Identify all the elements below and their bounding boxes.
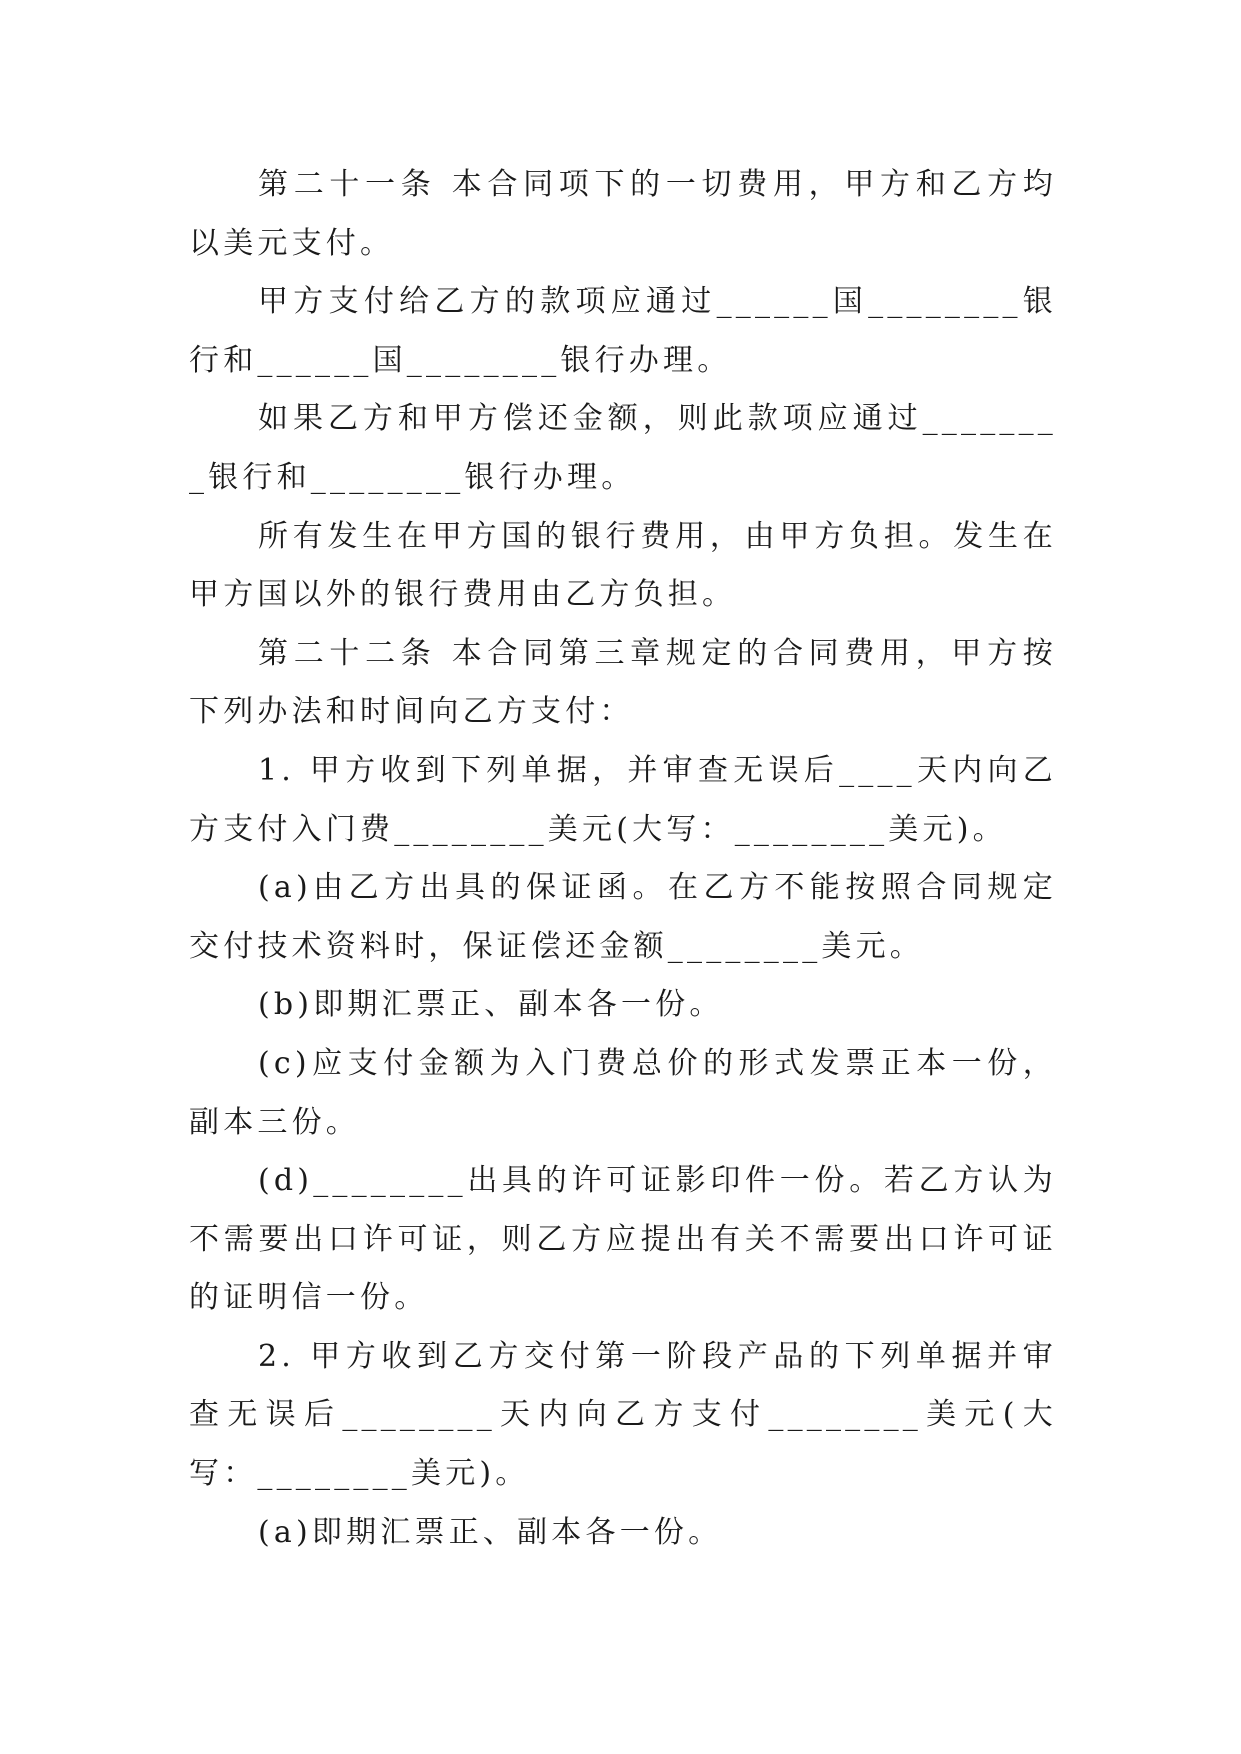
paragraph-item-1a: (a)由乙方出具的保证函。在乙方不能按照合同规定交付技术资料时，保证偿还金额________美元。 xyxy=(189,870,1057,964)
paragraph-item-1c: (c)应支付金额为入门费总价的形式发票正本一份，副本三份。 xyxy=(189,1045,1057,1140)
paragraph-item-1d: (d)________出具的许可证影印件一份。若乙方认为不需要出口许可证，则乙方应提出有关不需要出口许可证的证明信一份。 xyxy=(189,1163,1057,1316)
contract-body xyxy=(189,156,1057,1562)
paragraph-bank-charges: 所有发生在甲方国的银行费用，由甲方负担。发生在甲方国以外的银行费用由乙方负担。 xyxy=(189,518,1057,613)
paragraph-item-1b: (b)即期汇票正、副本各一份。 xyxy=(258,987,724,1023)
paragraph-repayment-banks: 如果乙方和甲方偿还金额，则此款项应通过________银行和________银行办理。 xyxy=(189,401,1057,495)
paragraph-item-1: 1. 甲方收到下列单据，并审查无误后____天内向乙方支付入门费________美元(大写：________美元)。 xyxy=(189,752,1057,847)
paragraph-item-2: 2. 甲方收到乙方交付第一阶段产品的下列单据并审查无误后________天内向乙方支付________美元(大写：________美元)。 xyxy=(189,1338,1057,1492)
paragraph-article-21: 第二十一条 本合同项下的一切费用，甲方和乙方均以美元支付。 xyxy=(189,167,1057,261)
paragraph-article-22: 第二十二条 本合同第三章规定的合同费用，甲方按下列办法和时间向乙方支付： xyxy=(189,635,1057,730)
paragraph-item-2a: (a)即期汇票正、副本各一份。 xyxy=(258,1514,723,1550)
paragraph-payment-banks: 甲方支付给乙方的款项应通过______国________银行和______国________银行办理。 xyxy=(189,284,1057,378)
